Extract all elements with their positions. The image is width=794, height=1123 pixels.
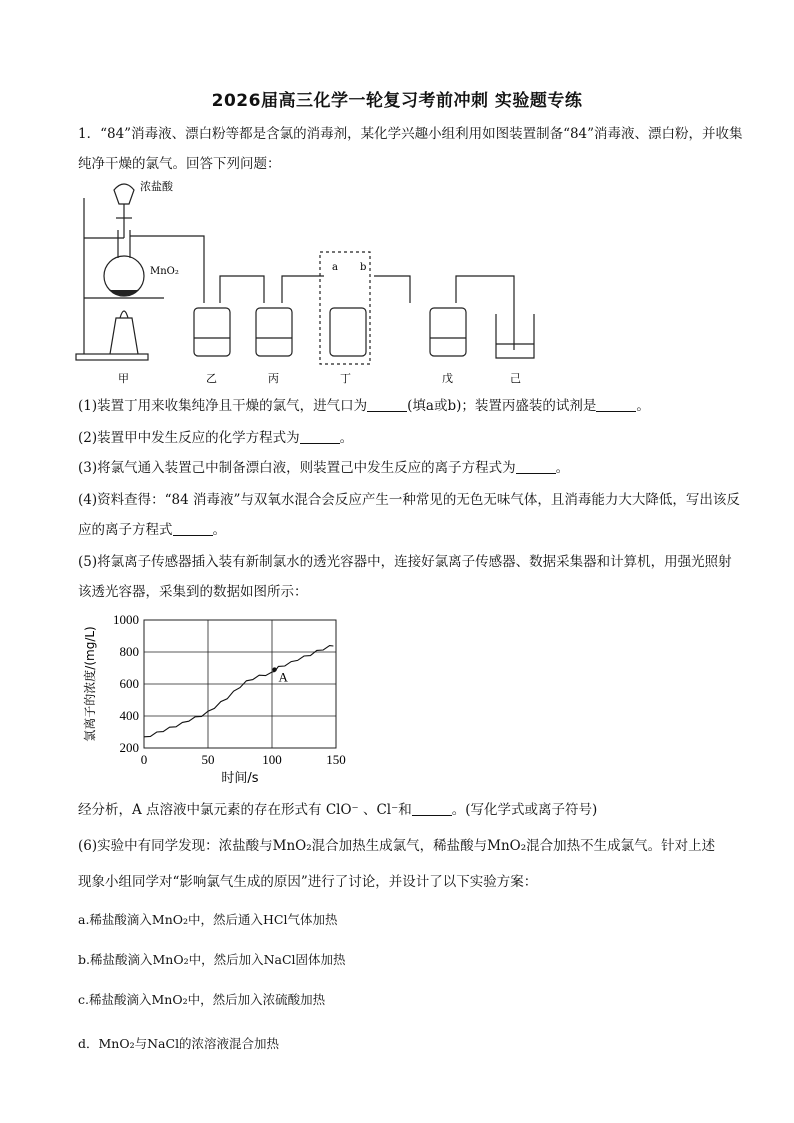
beaker-ji — [496, 314, 534, 358]
station-bing: 丙 — [268, 372, 279, 385]
q1-part4-text-a: 应的离子方程式 — [78, 522, 173, 538]
bottle-ding — [330, 308, 366, 356]
chloride-concentration-chart — [80, 608, 370, 798]
label-mno2: MnO₂ — [150, 266, 179, 277]
answer-blank-6 — [412, 801, 452, 816]
stand-base — [76, 354, 148, 360]
q1-part5-after-text-b: 。(写化学式或离子符号) — [451, 802, 598, 818]
option-a: a.稀盐酸滴入MnO₂中，然后通入HCl气体加热 — [78, 912, 338, 927]
q1-part5-line2: 该透光容器，采集到的数据如图所示： — [78, 584, 308, 600]
q1-part6-line2: 现象小组同学对“影响氯气生成的原因”进行了讨论，并设计了以下实验方案： — [78, 874, 538, 890]
apparatus-diagram-right — [374, 178, 554, 388]
q1-part1-text-c: 。 — [636, 398, 650, 414]
q1-part1-text-b: (填a或b)；装置丙盛装的试剂是 — [407, 398, 597, 414]
q1-part2-text-b: 。 — [339, 430, 354, 446]
q1-part3-text-b: 。 — [555, 460, 570, 476]
x-tick-label: 100 — [262, 752, 282, 767]
q1-part1 — [78, 396, 650, 416]
x-tick-label: 50 — [201, 752, 215, 767]
alcohol-lamp — [110, 318, 138, 354]
q1-part3-text-a: (3)将氯气通入装置己中制备漂白液，则装置己中发生反应的离子方程式为 — [78, 460, 516, 476]
x-tick-label: 150 — [326, 752, 346, 767]
q1-part3 — [78, 458, 569, 478]
q1-part5-after-text-a: 经分析，A 点溶液中氯元素的存在形式有 ClO⁻ 、Cl⁻和 — [78, 802, 412, 818]
dropping-funnel — [114, 184, 134, 204]
option-c: c.稀盐酸滴入MnO₂中，然后加入浓硫酸加热 — [78, 992, 326, 1007]
annotation-label: A — [278, 669, 288, 685]
q1-part2 — [78, 428, 353, 448]
bottle-yi — [194, 308, 230, 356]
bottle-bing — [256, 308, 292, 356]
y-tick-label: 1000 — [113, 612, 139, 627]
q1-part5-line1: (5)将氯离子传感器插入装有新制氯水的透光容器中，连接好氯离子传感器、数据采集器和计算机，用强光照射 — [78, 554, 732, 570]
label-acid: 浓盐酸 — [140, 180, 173, 193]
answer-blank-5 — [173, 521, 213, 536]
station-yi: 乙 — [206, 372, 217, 385]
y-axis-label: 氯离子的浓度/(mg/L) — [83, 626, 97, 742]
y-tick-label: 200 — [119, 740, 139, 755]
answer-blank-4 — [516, 459, 556, 474]
y-tick-label: 800 — [119, 644, 139, 659]
station-ji: 己 — [510, 372, 521, 385]
station-ding: 丁 — [340, 372, 351, 385]
option-b: b.稀盐酸滴入MnO₂中，然后加入NaCl固体加热 — [78, 952, 346, 967]
q1-intro-line1: 1．“84”消毒液、漂白粉等都是含氯的消毒剂，某化学兴趣小组利用如图装置制备“84”消毒液、漂白粉，并收集 — [78, 126, 743, 142]
label-a: a — [332, 262, 338, 273]
option-d: d．MnO₂与NaCl的浓溶液混合加热 — [78, 1036, 280, 1051]
x-tick-label: 0 — [140, 752, 148, 767]
answer-blank-1 — [367, 397, 407, 412]
q1-part1-text-a: (1)装置丁用来收集纯净且干燥的氯气，进气口为 — [78, 398, 368, 414]
q1-part6-line1: (6)实验中有同学发现：浓盐酸与MnO₂混合加热生成氯气，稀盐酸与MnO₂混合加热不生成氯气。针对上述 — [78, 838, 716, 854]
page-title: 2026届高三化学一轮复习考前冲刺 实验题专练 — [211, 91, 583, 111]
annotation-point — [272, 667, 276, 671]
q1-part2-text-a: (2)装置甲中发生反应的化学方程式为 — [78, 430, 300, 446]
answer-blank-3 — [300, 429, 340, 444]
q1-part4-line1: (4)资料查得：“84 消毒液”与双氧水混合会反应产生一种常见的无色无味气体，且消毒能力大大降低，写出该反 — [78, 492, 740, 508]
y-tick-label: 400 — [119, 708, 139, 723]
q1-part4-text-b: 。 — [212, 522, 226, 538]
y-tick-label: 600 — [119, 676, 139, 691]
apparatus-diagram — [74, 178, 374, 388]
x-axis-label: 时间/s — [221, 771, 259, 786]
station-wu: 戊 — [442, 372, 453, 385]
station-jia: 甲 — [118, 372, 129, 385]
q1-part4-line2 — [78, 520, 226, 540]
q1-intro-line2: 纯净干燥的氯气。回答下列问题： — [78, 156, 281, 172]
q1-part5-after — [78, 800, 597, 820]
answer-blank-2 — [596, 397, 636, 412]
series-line — [144, 646, 333, 737]
label-b: b — [360, 262, 367, 273]
bottle-wu — [430, 308, 466, 356]
